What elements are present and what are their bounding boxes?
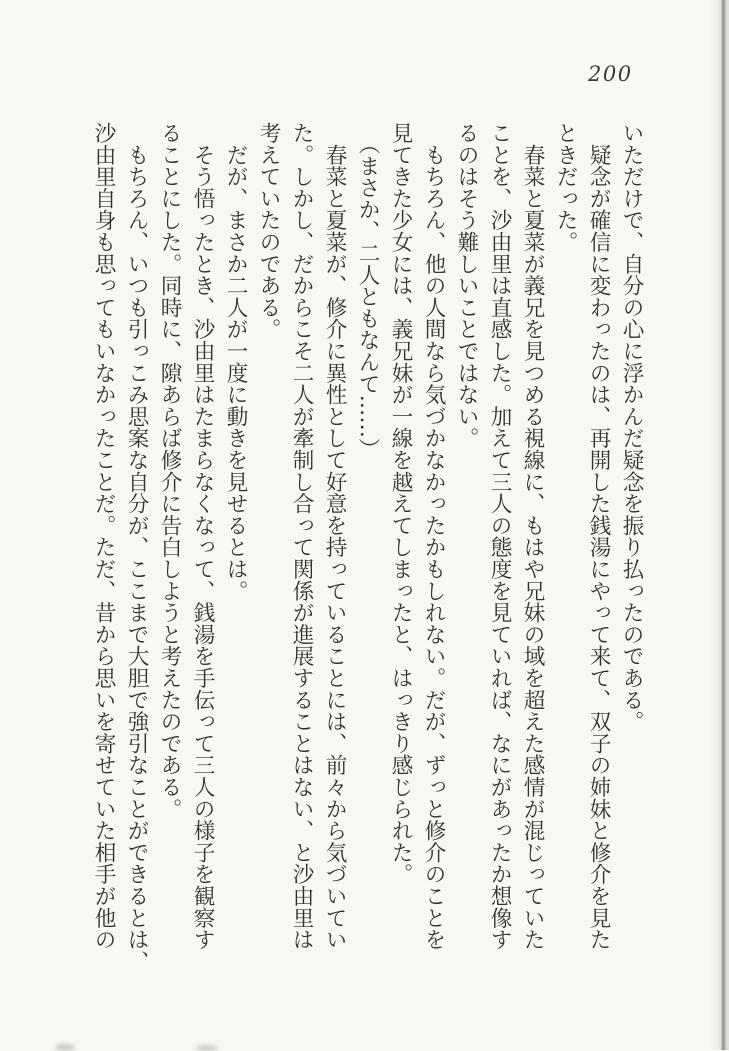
text-column: 見てきた少女には、義兄妹が一線を越えてしまったと、はっきり感じられた。 [388, 122, 413, 885]
text-column: だが、まさか二人が一度に動きを見せるとは。 [223, 122, 248, 602]
text-column: いただけで、自分の心に浮かんだ疑念を振り払ったのである。 [619, 122, 644, 733]
text-column: もちろん、他の人間なら気づかなかったかもしれない。だが、ずっと修介のことを [421, 122, 446, 951]
text-column: もちろん、いつも引っこみ思案な自分が、ここまで大胆で強引なことができるとは、 [124, 122, 149, 973]
text-column: た。しかし、だからこそ二人が牽制し合って関係が進展することはない、と沙由里は [289, 122, 314, 951]
page-gutter-shadow [709, 0, 729, 1050]
text-column: （まさか、二人ともなんて……） [355, 122, 380, 460]
text-column: ることにした。同時に、隙あらば修介に告白しようと考えたのである。 [157, 122, 182, 820]
text-column: 疑念が確信に変わったのは、再開した銭湯にやって来て、双子の姉妹と修介を見た [586, 122, 611, 951]
page-number: 200 [588, 62, 633, 86]
text-column: ときだった。 [553, 122, 578, 253]
text-column: 沙由里自身も思ってもいなかったことだ。ただ、昔から思いを寄せていた相手が他の [91, 122, 116, 951]
scan-artifact [196, 1045, 218, 1051]
text-column: 考えていたのである。 [256, 122, 281, 340]
text-column: 春菜と夏菜が義兄を見つめる視線に、もはや兄妹の域を超えた感情が混じっていた [520, 122, 545, 951]
vertical-text-block [87, 122, 648, 973]
text-column: そう悟ったとき、沙由里はたまらなくなって、銭湯を手伝って三人の様子を観察す [190, 122, 215, 951]
text-column: ことを、沙由里は直感した。加えて三人の態度を見ていれば、なにがあったか想像す [487, 122, 512, 951]
text-column: るのはそう難しいことではない。 [454, 122, 479, 449]
text-column: 春菜と夏菜が、修介に異性として好意を持っていることには、前々から気づいてい [322, 122, 347, 951]
